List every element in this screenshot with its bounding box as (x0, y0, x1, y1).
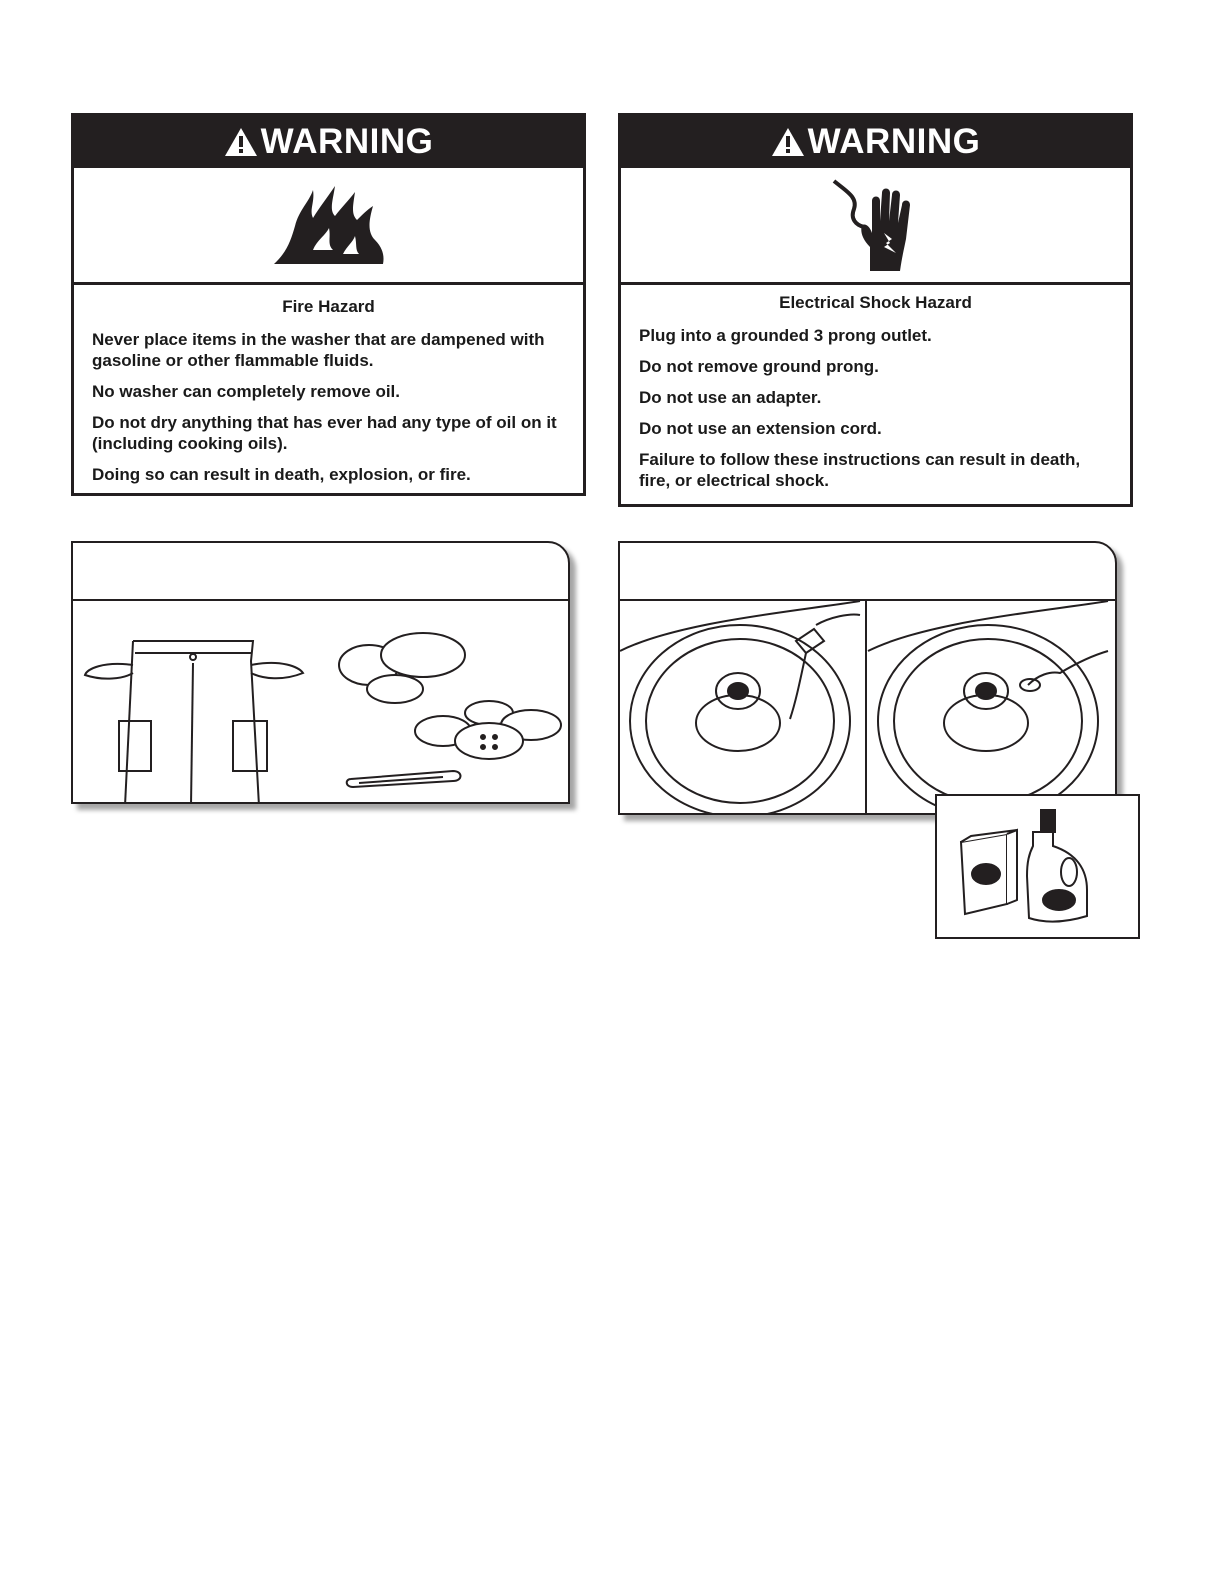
washer-detergent-illustration (620, 601, 1115, 815)
he-detergent-inset (935, 794, 1140, 939)
warning-line: Failure to follow these instructions can result in death, fire, or electrical shock. (639, 450, 1081, 490)
warning-line: Doing so can result in death, explosion, or fire. (92, 465, 471, 484)
fire-icon (269, 180, 389, 270)
warning-header (74, 116, 583, 168)
panel-header-strip (620, 543, 1115, 601)
warning-header (621, 116, 1130, 168)
fire-warning-box (71, 113, 586, 496)
warning-line: Do not dry anything that has ever had any type of oil on it (including cooking oils). (92, 413, 557, 453)
panel-header-strip (73, 543, 568, 601)
buttons-icon (415, 701, 561, 759)
pockets-and-small-items-illustration (73, 601, 568, 804)
warning-header-text: WARNING (260, 122, 434, 161)
warning-line: Plug into a grounded 3 prong outlet. (639, 326, 932, 345)
washer-add-powder-detergent-icon (868, 601, 1108, 815)
washer-pour-liquid-detergent-icon (620, 601, 860, 815)
safety-pins-icon (347, 771, 461, 787)
alert-triangle-icon (224, 127, 258, 157)
warning-line: Do not remove ground prong. (639, 357, 879, 376)
warning-line: No washer can completely remove oil. (92, 382, 401, 401)
he-detergent-icon (937, 796, 1138, 937)
hazard-title: Fire Hazard (282, 297, 375, 316)
electrical-shock-hand-icon (826, 177, 926, 273)
warning-line: Never place items in the washer that are dampened with gasoline or other flammable fluids. (92, 330, 545, 370)
hazard-title: Electrical Shock Hazard (779, 293, 972, 312)
fire-symbol-area (74, 168, 583, 285)
warning-line: Do not use an extension cord. (639, 419, 882, 438)
add-detergent-illustration-panel (618, 541, 1117, 815)
empty-pockets-illustration-panel (71, 541, 570, 804)
warning-header-text: WARNING (807, 122, 981, 161)
shock-symbol-area (621, 168, 1130, 285)
coins-icon (339, 633, 465, 703)
alert-triangle-icon (771, 127, 805, 157)
pants-empty-pockets-icon (85, 641, 303, 804)
shock-warning-box (618, 113, 1133, 507)
warning-line: Do not use an adapter. (639, 388, 822, 407)
